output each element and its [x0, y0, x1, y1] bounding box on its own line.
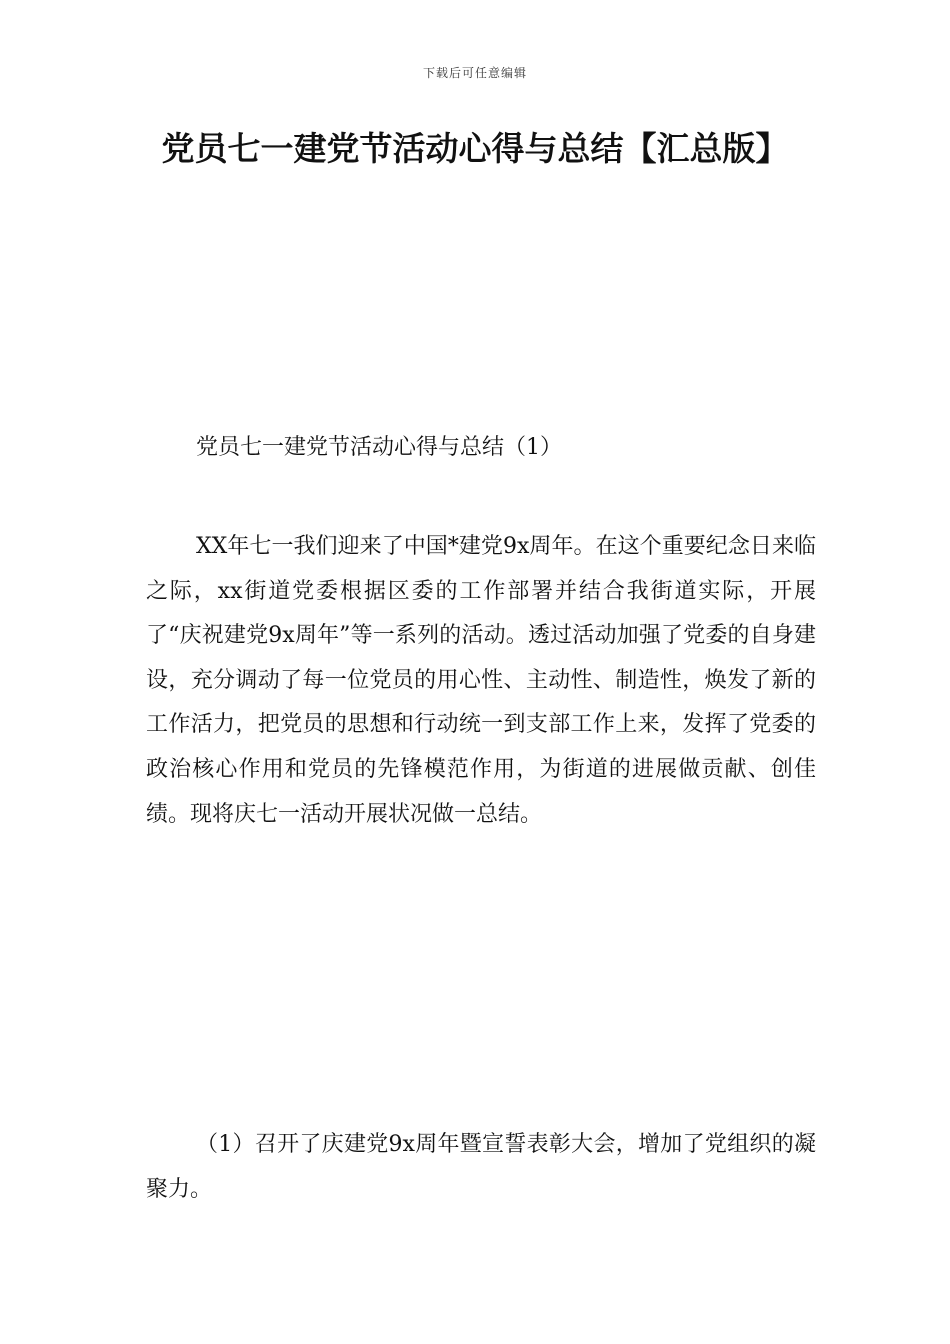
page-header-note: 下载后可任意编辑 [422, 66, 527, 80]
document-title: 党员七一建党节活动心得与总结【汇总版】 [161, 129, 789, 168]
body-paragraph-1: XX年七一我们迎来了中国*建党9x周年。在这个重要纪念日来临之际，xx街道党委根据区委的工作部署并结合我街道实际，开展了“庆祝建党9x周年”等一系列的活动。透过活动加强了党委的自身建设，充分调动了每一位党员的用心性、主动性、制造性，焕发了新的工作活力，把党员的思想和行动统一到支部工作上来，发挥了党委的政治核心作用和党员的先锋模范作用，为街道的进展做贡献、创佳绩。现将庆七一活动开展状况做一总结。 [146, 534, 816, 827]
body-paragraph-2: （1）召开了庆建党9x周年暨宣誓表彰大会，增加了党组织的凝聚力。 [146, 1132, 816, 1202]
section-heading: 党员七一建党节活动心得与总结（1） [196, 435, 562, 460]
